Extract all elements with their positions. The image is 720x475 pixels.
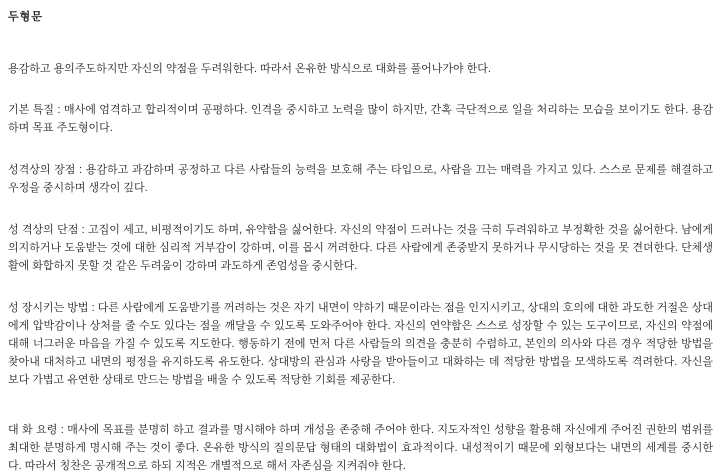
paragraph-summary: 용감하고 용의주도하지만 자신의 약점을 두려워한다. 따라서 온유한 방식으로 대화를 풀어나가야 한다. xyxy=(8,63,491,75)
paragraph-personality-weaknesses: 성 격상의 단점 : 고집이 세고, 비평적이기도 하며, 유약함을 싫어한다. 자신의 약점이 드러나는 것을 극히 두려워하고 부정확한 것을 싫어한다. 남에게 의지하거나 도움받는 것에 대한 심리적 거부감이 강하며, 이를 몹시 꺼려한다. 다른 사람에게 존중받지 못하거나 무시당하는 것을 못 견뎌한다. 단체생활에 화합하지 못할 것 같은 두려움이 강하며 과도하게 존엄성을 중시한다. xyxy=(8,224,713,272)
paragraph-conversation-tips: 대 화 요령 : 매사에 목표를 분명히 하고 결과를 명시해야 하며 개성을 존중해 주어야 한다. 지도자적인 성향을 활용해 자신에게 주어진 권한의 범위를 최대한 분명하게 명시해 주는 것이 좋다. 온유한 방식의 질의문답 형태의 대화법이 효과적이다. 내성적이기 때문에 외형보다는 내면의 세계를 중시한다. 따라서 칭찬은 공개적으로 하되 지적은 개별적으로 해서 자존심을 지켜줘야 한다. xyxy=(8,424,713,472)
document-title: 두형문 xyxy=(8,11,43,23)
paragraph-growth-method: 성 장시키는 방법 : 다른 사람에게 도움받기를 꺼려하는 것은 자기 내면이 약하기 때문이라는 점을 인지시키고, 상대의 호의에 대한 과도한 거절은 상대에게 압박감이나 상처를 줄 수도 있다는 점을 깨달을 수 있도록 도와주어야 한다. 자신의 연약함은 스스로 성장할 수 있는 도구이므로, 자신의 약점에 대해 너그러운 마음을 가질 수 있도록 지도한다. 행동하기 전에 먼저 다른 사람들의 의견을 충분히 수렴하고, 본인의 의사와 다른 경우 적당한 방법을 찾아내 대처하고 내면의 평정을 유지하도록 유도한다. 상대방의 관심과 사랑을 받아들이고 대화하는 데 적당한 방법을 모색하도록 격려한다. 자신을 보다 가볍고 유연한 상태로 만드는 방법을 배울 수 있도록 적당한 기회를 제공한다. xyxy=(8,302,713,386)
paragraph-basic-traits: 기본 특질 : 매사에 엄격하고 합리적이며 공평하다. 인격을 중시하고 노력을 많이 하지만, 간혹 극단적으로 일을 처리하는 모습을 보이기도 한다. 용감하며 목표 주도형이다. xyxy=(8,104,713,134)
paragraph-personality-strengths: 성격상의 장점 : 용감하고 과감하며 공정하고 다른 사람들의 능력을 보호해 주는 타입으로, 사람을 끄는 매력을 가지고 있다. 스스로 문제를 해결하고 우정을 중시하며 생각이 깊다. xyxy=(8,164,713,194)
